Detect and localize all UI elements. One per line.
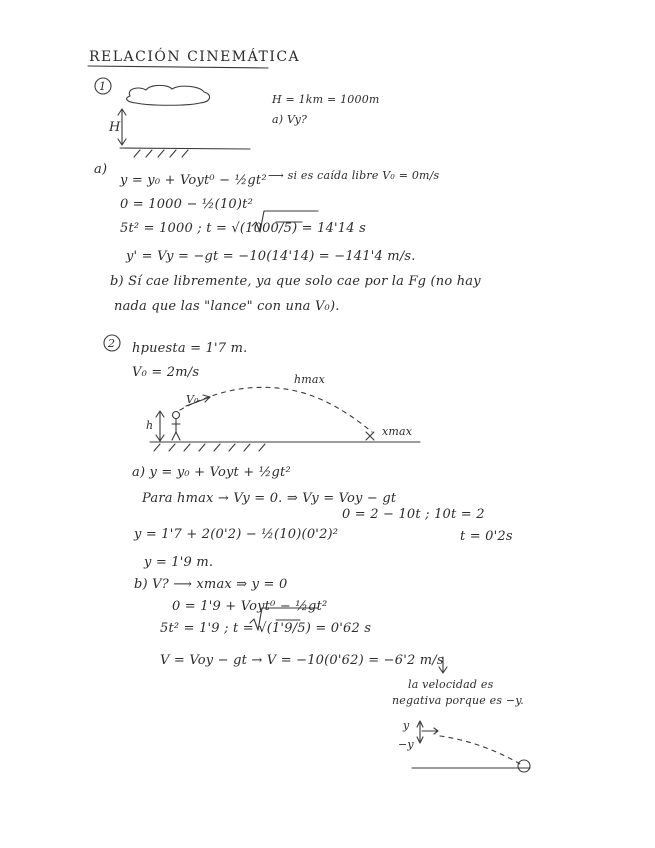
title-underline: [88, 66, 268, 68]
p2-b-eq-1: b) V? ⟶ xmax ⇒ y = 0: [134, 577, 288, 592]
p1-data-line-2: a) Vy?: [272, 113, 308, 126]
hmax-label: hmax: [294, 373, 326, 386]
ground-1: [120, 148, 250, 149]
p2-note-1: la velocidad es: [408, 678, 494, 691]
axis-neg-y-label: −y: [398, 738, 414, 751]
page-title: RELACIÓN CINEMÁTICA: [89, 49, 301, 65]
cloud-shape: [127, 85, 210, 105]
p2-a-eq-5: t = 0'2s: [460, 529, 513, 544]
p2-a-eq-1: a) y = y₀ + Voyt + ½gt²: [132, 465, 291, 480]
p1-a-label: a): [94, 162, 108, 177]
trajectory-curve: [180, 387, 372, 432]
problem-2-number: 2: [108, 337, 116, 350]
p2-b-eq-2: 0 = 1'9 + Voyt⁰ − ½gt²: [172, 599, 328, 614]
p1-eq-3: 5t² = 1000 ; t = √(1000/5) = 14'14 s: [120, 221, 366, 236]
p2-a-eq-4: y = 1'7 + 2(0'2) − ½(10)(0'2)²: [134, 527, 339, 542]
height-label: H: [109, 120, 121, 135]
p2-b-eq-3: 5t² = 1'9 ; t = √(1'9/5) = 0'62 s: [160, 621, 372, 636]
p2-data-line-2: V₀ = 2m/s: [132, 365, 200, 380]
p1-b-line-2: nada que las "lance" con una V₀).: [114, 299, 340, 314]
h-label: h: [146, 419, 154, 432]
p1-data-line-1: H = 1km = 1000m: [272, 93, 380, 106]
xmax-label: xmax: [382, 425, 413, 438]
p2-a-eq-3: 0 = 2 − 10t ; 10t = 2: [342, 507, 485, 522]
problem-1-number: 1: [99, 80, 107, 93]
v0-label: V₀: [186, 393, 199, 406]
p2-b-eq-4: V = Voy − gt → V = −10(0'62) = −6'2 m/s: [160, 653, 444, 668]
p1-eq-2: 0 = 1000 − ½(10)t²: [120, 197, 253, 212]
p1-eq-4: y' = Vy = −gt = −10(14'14) = −141'4 m/s.: [126, 249, 416, 264]
p1-eq-1: y = y₀ + Voyt⁰ − ½gt²: [120, 173, 267, 188]
p1-eq-1-note: ⟶ si es caída libre V₀ = 0m/s: [268, 169, 440, 182]
p2-a-eq-6: y = 1'9 m.: [144, 555, 214, 570]
p2-data-line-1: hpuesta = 1'7 m.: [132, 341, 248, 356]
p1-b-line-1: b) Sí cae libremente, ya que solo cae por la Fg (no hay: [110, 274, 481, 289]
axis-y-label: y: [403, 719, 410, 732]
person-figure: [173, 412, 180, 419]
p2-a-eq-2: Para hmax → Vy = 0. ⇒ Vy = Voy − gt: [142, 491, 397, 506]
p2-note-2: negativa porque es −y.: [392, 694, 524, 707]
impact-circle: [518, 760, 530, 772]
